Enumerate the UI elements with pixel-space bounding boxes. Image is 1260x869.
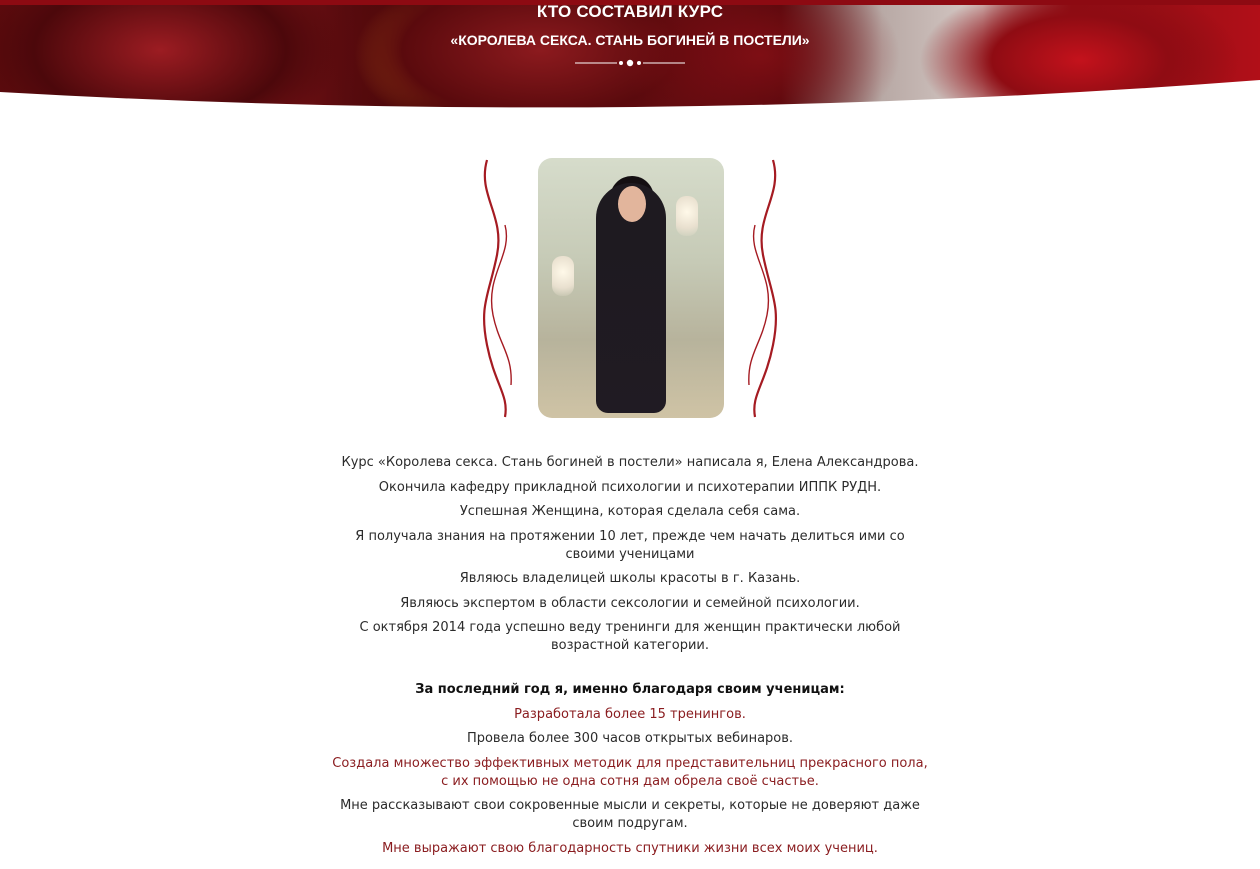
bio-paragraph: Являюсь экспертом в области сексологии и семейной психологии. [400, 595, 860, 611]
section-title: КТО СОСТАВИЛ КУРС [536, 2, 724, 21]
bio-paragraph: Являюсь владелицей школы красоты в г. Казань. [459, 571, 801, 586]
achievement-item: Провела более 300 часов открытых вебинаров. [466, 731, 794, 746]
bio-paragraph: Я получала знания на протяжении 10 лет, прежде чем начать делиться ими со своими ученицами [355, 528, 905, 562]
achievement-item: Разработала более 15 тренингов. [514, 706, 746, 722]
bio-paragraph: Курс «Королева секса. Стань богиней в постели» написала я, Елена Александрова. [341, 455, 919, 470]
bio-paragraph: Успешная Женщина, которая сделала себя сама. [459, 504, 801, 519]
achievement-item: Создала множество эффективных методик для представительниц прекрасного пола, с их помощью не одна сотня дам обрела своё счастье. [332, 755, 928, 789]
achievements-heading: За последний год я, именно благодаря своим ученицам: [415, 682, 845, 697]
bio-paragraph: Окончила кафедру прикладной психологии и психотерапии ИППК РУДН. [378, 479, 882, 495]
author-photo [538, 158, 724, 418]
bio-paragraph: С октября 2014 года успешно веду тренинги для женщин практически любой возрастной категории. [359, 620, 901, 653]
achievement-item: Мне выражают свою благодарность спутники жизни всех моих учениц. [382, 840, 878, 856]
author-bio [330, 454, 930, 864]
course-name: «КОРОЛЕВА СЕКСА. СТАНЬ БОГИНЕЙ В ПОСТЕЛИ» [450, 32, 810, 48]
author-photo-block [475, 155, 785, 425]
hero-bottom-curve [0, 80, 1260, 115]
hero-banner [0, 0, 1260, 115]
left-ornament-icon [475, 155, 515, 420]
divider-dots-icon [575, 57, 685, 69]
achievement-item: Мне рассказывают свои сокровенные мысли и секреты, которые не доверяют даже своим подругам. [340, 798, 920, 831]
right-ornament-icon [745, 155, 785, 420]
